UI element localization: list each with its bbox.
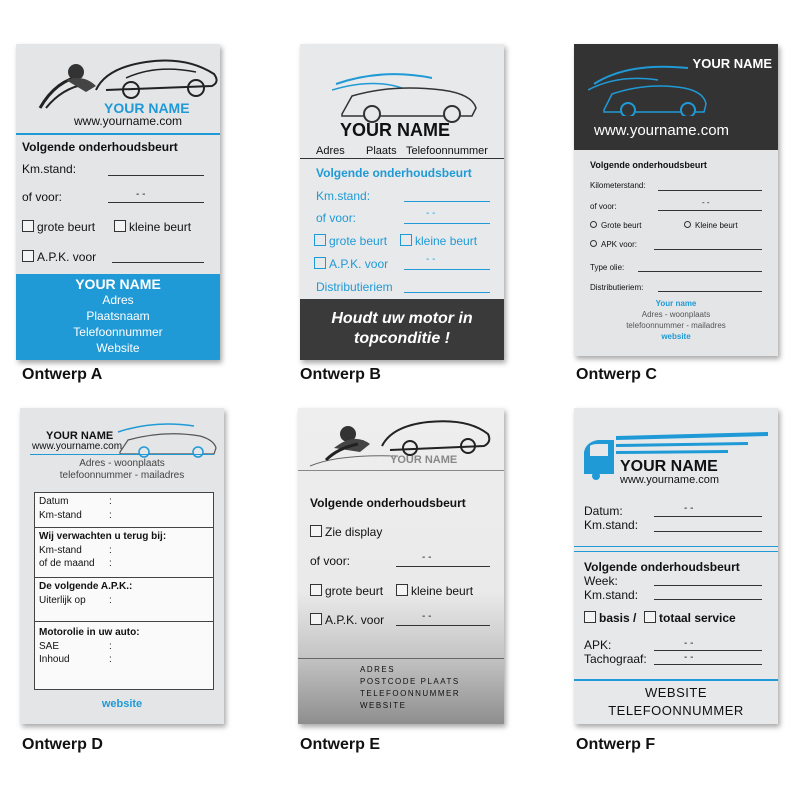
card-b-title: Volgende onderhoudsbeurt	[316, 166, 472, 180]
radio[interactable]	[684, 221, 691, 228]
label: totaal service	[659, 611, 736, 625]
card-f-title: Volgende onderhoudsbeurt	[584, 560, 740, 574]
card-c-km-line	[658, 190, 762, 191]
card-c-dashes: - -	[702, 198, 710, 207]
row-separator	[35, 527, 213, 528]
card-f-km2-label: Km.stand:	[584, 588, 639, 602]
card-e-ofvoor-line	[396, 566, 490, 567]
card-a-km-label: Km.stand:	[22, 162, 77, 176]
card-f-divider-1	[574, 546, 778, 547]
card-c-olie-label: Type olie:	[590, 263, 625, 272]
caption-d: Ontwerp D	[22, 736, 103, 753]
card-b-apk-line	[404, 269, 490, 270]
footer-contact: telefoonnummer - mailadres	[626, 321, 726, 330]
card-c-ofvoor-line	[658, 210, 762, 211]
card-e-apk-line	[396, 625, 490, 626]
card-f-week-label: Week:	[584, 574, 618, 588]
card-a-divider	[16, 133, 220, 135]
car-logo	[588, 58, 708, 116]
footer-telefoon: Telefoonnummer	[73, 325, 163, 339]
card-f-name: YOUR NAME	[620, 458, 718, 475]
colon: :	[109, 641, 112, 652]
slogan-line-1: Houdt uw motor in	[331, 310, 473, 327]
checkbox[interactable]	[310, 584, 322, 596]
card-f-divider-3	[574, 679, 778, 681]
checkbox[interactable]	[314, 257, 326, 269]
card-f-website: WEBSITE	[644, 685, 707, 700]
card-f-tacho-label: Tachograaf:	[584, 652, 647, 666]
colon: :	[109, 545, 112, 556]
card-c	[574, 44, 778, 356]
checkbox[interactable]	[310, 613, 322, 625]
card-a-footer	[16, 274, 220, 360]
card-f-week-line	[654, 585, 762, 586]
card-e-name: YOUR NAME	[390, 454, 458, 466]
colon: :	[109, 595, 112, 606]
card-c-apk-line	[654, 249, 762, 250]
card-e-kleine-beurt	[396, 584, 473, 598]
card-b-adres: Adres	[316, 145, 345, 157]
checkbox[interactable]	[396, 584, 408, 596]
card-b-grote-beurt	[314, 234, 387, 248]
card-c-km-label: Kilometerstand:	[590, 181, 646, 190]
card-e-title: Volgende onderhoudsbeurt	[310, 496, 466, 510]
checkbox[interactable]	[400, 234, 412, 246]
colon: :	[109, 654, 112, 665]
checkbox[interactable]	[22, 220, 34, 232]
card-e-grote-beurt	[310, 584, 383, 598]
card-c-url: www.yourname.com	[594, 122, 730, 139]
maand-label: of de maand	[39, 558, 95, 569]
label: basis /	[599, 611, 637, 625]
card-a	[16, 44, 220, 360]
checkbox[interactable]	[114, 220, 126, 232]
label: Zie display	[325, 525, 383, 539]
label: kleine beurt	[411, 584, 474, 598]
card-f-apk-label: APK:	[584, 638, 612, 652]
label: A.P.K. voor	[325, 613, 385, 627]
card-e-divider	[298, 470, 504, 471]
label: Grote beurt	[601, 221, 642, 230]
card-a-km-line	[108, 175, 204, 176]
car-logo	[114, 418, 218, 458]
card-e-apk	[310, 613, 384, 627]
caption-e: Ontwerp E	[300, 736, 381, 753]
card-c-kleine-beurt	[684, 221, 738, 230]
card-b-dashes: - -	[426, 208, 436, 219]
card-e	[298, 408, 504, 724]
card-e-footer	[360, 664, 460, 712]
card-a-title: Volgende onderhoudsbeurt	[22, 140, 178, 154]
card-e-apk-dashes: - -	[422, 611, 432, 622]
card-e-display	[310, 525, 382, 539]
colon: :	[109, 496, 112, 507]
card-d-addr2: telefoonnummer - mailadres	[59, 470, 185, 481]
label: Kleine beurt	[695, 221, 738, 230]
colon: :	[109, 510, 112, 521]
card-f-basis	[584, 611, 636, 625]
card-f	[574, 408, 778, 724]
card-b-apk	[314, 257, 388, 271]
label: grote beurt	[37, 220, 96, 234]
verwachten-title: Wij verwachten u terug bij:	[39, 531, 167, 542]
card-f-kmstand-line	[654, 531, 762, 532]
row-separator	[35, 577, 213, 578]
checkbox[interactable]	[584, 611, 596, 623]
footer-postcode: POSTCODE PLAATS	[360, 677, 460, 686]
card-d-divider	[30, 454, 214, 455]
km2-label: Km-stand	[39, 545, 82, 556]
card-e-ofvoor-label: of voor:	[310, 554, 351, 568]
label: kleine beurt	[415, 234, 478, 248]
card-f-km2-line	[654, 599, 762, 600]
card-d-name: YOUR NAME	[46, 430, 114, 442]
card-b-divider	[300, 158, 504, 159]
card-f-tacho-dashes: - -	[684, 652, 694, 663]
card-c-title: Volgende onderhoudsbeurt	[590, 160, 707, 170]
uiterlijk-label: Uiterlijk op	[39, 595, 86, 606]
card-b-name: YOUR NAME	[340, 120, 451, 140]
card-d	[20, 408, 224, 724]
footer-plaatsnaam: Plaatsnaam	[86, 309, 150, 323]
caption-b: Ontwerp B	[300, 366, 381, 383]
row-separator	[35, 621, 213, 622]
card-b-km-label: Km.stand:	[316, 189, 371, 203]
card-c-ofvoor-label: of voor:	[590, 202, 617, 211]
footer-website: website	[661, 332, 691, 341]
inhoud-label: Inhoud	[39, 654, 70, 665]
card-d-table	[34, 492, 214, 690]
footer-adres: Adres	[102, 293, 134, 307]
card-c-olie-line	[638, 271, 762, 272]
card-f-datum-line	[654, 516, 762, 517]
label: A.P.K. voor	[37, 250, 97, 264]
footer-name: Your name	[655, 299, 697, 308]
card-f-tel: TELEFOONNUMMER	[608, 703, 744, 718]
card-c-name: YOUR NAME	[692, 56, 772, 71]
card-f-kmstand-label: Km.stand:	[584, 518, 639, 532]
card-a-apk	[22, 250, 96, 264]
card-a-ofvoor-line	[108, 202, 204, 203]
footer-website: Website	[96, 341, 140, 355]
card-c-grote-beurt	[590, 221, 641, 230]
radio[interactable]	[590, 240, 597, 247]
card-b-kleine-beurt	[400, 234, 477, 248]
footer-adres: ADRES	[360, 665, 396, 674]
card-f-apk-line	[654, 650, 762, 651]
slogan-line-2: topconditie !	[354, 330, 450, 347]
checkbox[interactable]	[644, 611, 656, 623]
colon: :	[109, 558, 112, 569]
card-a-kleine-beurt	[114, 220, 191, 234]
card-c-distributieriem: Distributieriem:	[590, 283, 644, 292]
card-f-url: www.yourname.com	[620, 474, 720, 486]
card-f-tacho-line	[654, 664, 762, 665]
card-c-footer	[574, 298, 778, 342]
card-a-url: www.yourname.com	[74, 114, 183, 128]
footer-address: Adres - woonplaats	[641, 310, 711, 319]
card-b-ofvoor-line	[404, 223, 490, 224]
caption-c: Ontwerp C	[576, 366, 657, 383]
card-a-dashes: - -	[136, 189, 146, 200]
caption-f: Ontwerp F	[576, 736, 656, 753]
card-f-divider-2	[574, 551, 778, 552]
sae-label: SAE	[39, 641, 60, 652]
card-b-distributieriem-line	[404, 292, 490, 293]
card-b-apk-dashes: - -	[426, 254, 436, 265]
card-d-website: website	[101, 698, 143, 710]
caption-a: Ontwerp A	[22, 366, 103, 383]
card-a-apk-line	[112, 262, 204, 263]
checkbox[interactable]	[314, 234, 326, 246]
card-f-totaal	[644, 611, 736, 625]
card-b-footer	[300, 299, 504, 360]
car-logo	[332, 64, 482, 124]
card-b	[300, 44, 504, 360]
card-c-apk	[590, 240, 637, 249]
footer-name: YOUR NAME	[75, 276, 161, 292]
card-d-url: www.yourname.com	[32, 441, 123, 452]
label: grote beurt	[329, 234, 388, 248]
footer-website: WEBSITE	[360, 701, 407, 710]
card-f-datum-label: Datum:	[584, 504, 623, 518]
kmstand-label: Km-stand	[39, 510, 82, 521]
card-f-datum-dashes: - -	[684, 503, 694, 514]
card-a-name: YOUR NAME	[104, 100, 190, 116]
card-b-tel: Telefoonnummer	[406, 145, 488, 157]
checkbox[interactable]	[310, 525, 322, 537]
card-c-distributieriem-line	[658, 291, 762, 292]
card-b-plaats: Plaats	[366, 145, 397, 157]
card-b-distributieriem: Distributieriem	[316, 280, 393, 294]
checkbox[interactable]	[22, 250, 34, 262]
card-c-header	[574, 44, 778, 150]
card-f-apk-dashes: - -	[684, 638, 694, 649]
card-a-grote-beurt	[22, 220, 95, 234]
footer-telefoon: TELEFOONNUMMER	[360, 689, 461, 698]
card-e-footer-divider	[298, 658, 504, 659]
radio[interactable]	[590, 221, 597, 228]
apk-title: De volgende A.P.K.:	[39, 581, 133, 592]
card-d-addr1: Adres - woonplaats	[79, 458, 165, 469]
datum-label: Datum	[39, 496, 69, 507]
label: A.P.K. voor	[329, 257, 389, 271]
label: kleine beurt	[129, 220, 192, 234]
card-e-dashes: - -	[422, 552, 432, 563]
card-b-km-line	[404, 201, 490, 202]
card-b-ofvoor-label: of voor:	[316, 211, 357, 225]
olie-title: Motorolie in uw auto:	[39, 627, 140, 638]
label: grote beurt	[325, 584, 384, 598]
card-a-ofvoor-label: of voor:	[22, 190, 63, 204]
label: APK voor:	[601, 240, 638, 249]
